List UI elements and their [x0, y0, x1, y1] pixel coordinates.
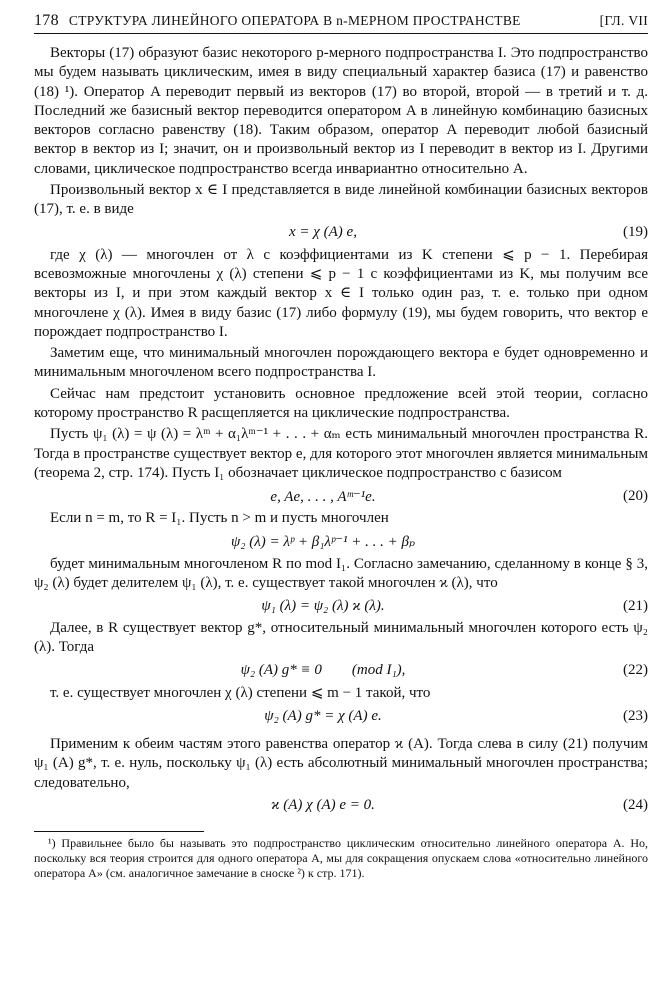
equation-number: (21) — [623, 597, 648, 614]
paragraph: Если n = m, то R = I₁. Пусть n > m и пусть многочлен — [50, 510, 389, 527]
equation-body: ψ₂ (A) g* = χ (A) e. — [264, 707, 382, 724]
equation-19 — [34, 220, 648, 246]
paragraph: Применим к обеим частям этого равенства оператор ϰ (A). Тогда слева в силу (21) получим ψ₁ (A) g*, т. е. нуль, поскольку ψ₁ (λ) есть абсолютный минимальный многочлен пространства; следовательно, — [34, 736, 648, 791]
equation-number: (19) — [623, 224, 648, 241]
running-title: СТРУКТУРА ЛИНЕЙНОГО ОПЕРАТОРА В n-МЕРНОМ ПРОСТРАНСТВЕ — [68, 13, 521, 28]
equation-body: x = χ (A) e, — [289, 224, 357, 241]
footnote: ¹) Правильнее было бы называть это подпространство циклическим относительно линейного оператора A. Но, поскольку вся теория строится для одного оператора A, мы для сокращения опускаем слова «относительно линейного оператора A» (см. аналогичное замечание в сноске ²) к стр. 171). — [34, 835, 648, 880]
equation-psi2 — [34, 529, 648, 555]
equation-body: ψ₁ (λ) = ψ₂ (λ) ϰ (λ). — [261, 597, 385, 614]
equation-body: ψ₂ (λ) = λᵖ + β₁λᵖ⁻¹ + . . . + βₚ — [230, 534, 416, 551]
paragraph: Произвольный вектор x ∈ I представляется в виде линейной комбинации базисных векторов (17), т. е. в виде — [34, 182, 648, 218]
equation-number: (24) — [623, 797, 648, 814]
equation-22 — [34, 658, 648, 684]
paragraph: будет минимальным многочленом R по mod I₁. Согласно замечанию, сделанному в конце § 3, ψ₂ (λ) будет делителем ψ₁ (λ), т. е. существует такой многочлен ϰ (λ), что — [34, 555, 648, 591]
equation-number: (20) — [623, 487, 648, 504]
paragraph: Далее, в R существует вектор g*, относительный минимальный многочлен которого есть ψ₂ (λ). Тогда — [34, 620, 648, 656]
paragraph: Сейчас нам предстоит установить основное предложение всей этой теории, согласно которому пространство R расщепляется на циклические подпространства. — [34, 385, 648, 422]
paragraph: Заметим еще, что минимальный многочлен порождающего вектора e будет одновременно и минимальным многочленом всего подпространства I. — [34, 345, 648, 381]
equation-23 — [34, 703, 648, 729]
equation-body: e, Ae, . . . , Aᵐ⁻¹e. — [270, 488, 376, 505]
page-number: 178 — [34, 12, 59, 29]
equation-body: ϰ (A) χ (A) e = 0. — [271, 797, 375, 814]
equation-body: ψ₂ (A) g* ≡ 0 (mod I₁), — [240, 662, 406, 679]
footnote-divider — [34, 831, 204, 832]
paragraph: где χ (λ) — многочлен от λ с коэффициентами из K степени ⩽ p − 1. Перебирая всевозможные многочлены χ (λ) степени ⩽ p − 1 с коэффициентами из K, мы получим все векторы из I, и при этом каждый вектор x ∈ I только один раз, т. е. только при одном многочлене χ (λ). Имея в виду базис (17) либо формулу (19), мы будем говорить, что вектор e порождает подпространство I. — [34, 246, 648, 340]
equation-21 — [34, 593, 648, 619]
equation-20 — [34, 483, 648, 509]
equation-number: (22) — [623, 662, 648, 679]
equation-24 — [34, 793, 648, 819]
equation-number: (23) — [623, 707, 648, 724]
paragraph: т. е. существует многочлен χ (λ) степени ⩽ m − 1 такой, что — [50, 684, 431, 701]
running-header — [34, 12, 648, 34]
book-page — [34, 12, 648, 881]
paragraph: Пусть ψ₁ (λ) = ψ (λ) = λᵐ + α₁λᵐ⁻¹ + . . . + αₘ есть минимальный многочлен пространства R. Тогда в пространстве существует вектор e, для которого этот многочлен является минимальным (теорема 2, стр. 174). Пусть I₁ обозначает циклическое подпространство с базисом — [34, 426, 648, 481]
paragraph: Векторы (17) образуют базис некоторого p-мерного подпространства I. Это подпространство мы будем называть циклическим, имея в виду специальный характер базиса (17) и равенство (18) ¹). Оператор A переводит первый из векторов (17) во второй, второй — в третий и т. д. Последний же базисный вектор переводится оператором A в линейную комбинацию базисных векторов согласно равенству (18). Таким образом, оператор A переводит любой базисный вектор в вектор из I; значит, он и произвольный вектор из I переводит в вектор из I. Другими словами, циклическое подпространство всегда инвариантно относительно A. — [34, 45, 648, 177]
chapter-label: [ГЛ. VII — [599, 13, 648, 28]
